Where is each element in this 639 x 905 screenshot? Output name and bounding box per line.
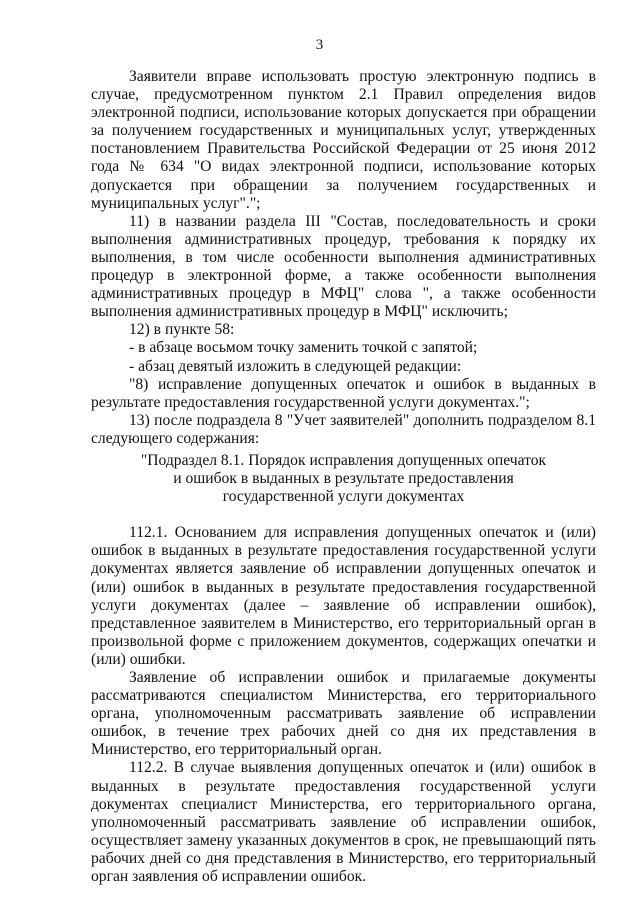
subsection-heading-line-1: "Подраздел 8.1. Порядок исправления допущенных опечаток <box>140 451 547 469</box>
document-body <box>91 68 596 886</box>
paragraph-simple-signature: Заявители вправе использовать простую электронную подпись в случае, предусмотренном пунктом 2.1 Правил определения видов электронной подписи, использование которых допускается при обращении за получением государственных и муниципальных услуг, утвержденных постановлением Правительства Российской Федерации от 25 июня 2012 года № 634 "О видах электронной подписи, использование которых допускается при обращении за получением государственных и муниципальных услуг"."; <box>91 68 596 212</box>
paragraph-item-12: 12) в пункте 58: <box>129 321 235 339</box>
paragraph-item-12-sub-1: - в абзаце восьмом точку заменить точкой с запятой; <box>129 339 478 357</box>
paragraph-review: Заявление об исправлении ошибок и прилагаемые документы рассматриваются специалистом Министерства, его территориального органа, уполномоченным рассматривать заявление об исправлении ошибок, в течение трех рабочих дней со дня их представления в Министерство, его территориальный орган. <box>91 669 596 759</box>
paragraph-item-12-sub-2: - абзац девятый изложить в следующей редакции: <box>129 357 462 375</box>
subsection-heading-line-3: государственной услуги документах <box>222 488 465 506</box>
paragraph-item-12-quote: "8) исправление допущенных опечаток и ошибок в выданных в результате предоставления государственной услуги документах."; <box>91 375 596 411</box>
paragraph-item-11: 11) в названии раздела III "Состав, последовательность и сроки выполнения административных процедур, требования к порядку их выполнения, в том числе особенности выполнения административных процедур в электронной форме, а также особенности выполнения административных процедур в МФЦ" слова ", а также особенности выполнения административных процедур в МФЦ" исключить; <box>91 212 596 321</box>
page-number: 3 <box>315 37 324 53</box>
section-gap <box>91 506 596 524</box>
subsection-heading <box>91 452 596 506</box>
paragraph-112-2: 112.2. В случае выявления допущенных опечаток и (или) ошибок в выданных в результате предоставления государственной услуги документах специалист Министерства, его территориального органа, уполномоченный рассматривать заявление об исправлении ошибок, осуществляет замену указанных документов в срок, не превышающий пять рабочих дней со дня представления в Министерство, его территориальный орган заявления об исправлении ошибок. <box>91 759 596 886</box>
subsection-heading-line-2: и ошибок в выданных в результате предоставления <box>173 470 514 488</box>
paragraph-item-13: 13) после подраздела 8 "Учет заявителей" дополнить подразделом 8.1 следующего содержания: <box>91 411 596 447</box>
paragraph-112-1: 112.1. Основанием для исправления допущенных опечаток и (или) ошибок в выданных в результате предоставления государственной услуги документах является заявление об исправлении допущенных опечаток и (или) ошибок в выданных в результате предоставления государственной услуги документах (далее – заявление об исправлении ошибок), представленное заявителем в Министерство, его территориальный орган в произвольной форме с приложением документов, содержащих опечатки и (или) ошибки. <box>91 524 596 668</box>
